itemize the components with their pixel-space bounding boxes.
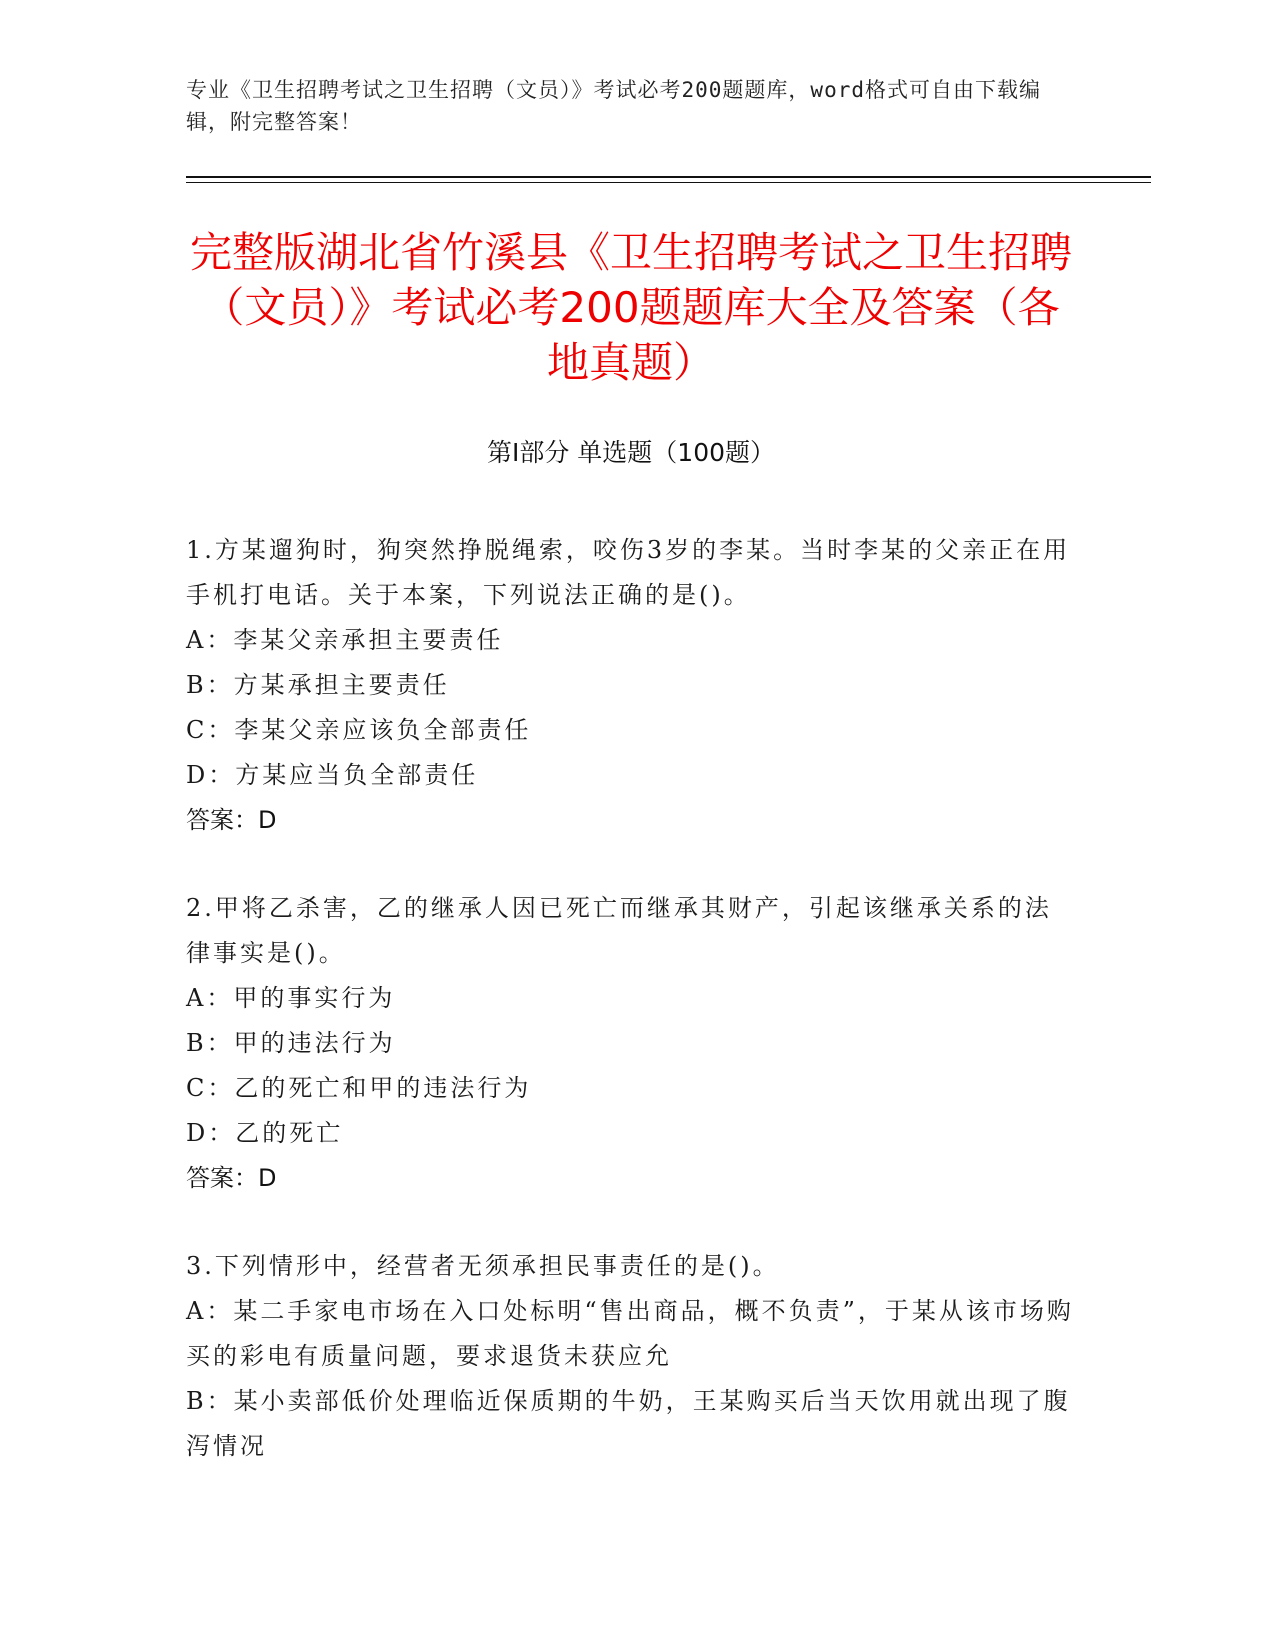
option-c: C：乙的死亡和甲的违法行为 [186, 1074, 532, 1102]
option-a: A：甲的事实行为 [186, 984, 396, 1012]
option-a: A：李某父亲承担主要责任 [186, 626, 504, 654]
header-note: 专业《卫生招聘考试之卫生招聘（文员）》考试必考200题题库，word格式可自由下载编辑，附完整答案！ [186, 78, 1041, 134]
question-stem: 2.甲将乙杀害，乙的继承人因已死亡而继承其财产，引起该继承关系的法律事实是()。 [186, 894, 1052, 967]
question-2 [186, 886, 1076, 1201]
question-stem: 1.方某遛狗时，狗突然挣脱绳索，咬伤3岁的李某。当时李某的父亲正在用手机打电话。关于本案，下列说法正确的是()。 [186, 536, 1071, 609]
option-c: C：李某父亲应该负全部责任 [186, 716, 532, 744]
question-list [186, 528, 1076, 1512]
section-title: 第I部分 单选题（100题） [486, 438, 776, 467]
option-b: B：某小卖部低价处理临近保质期的牛奶，王某购买后当天饮用就出现了腹泻情况 [186, 1387, 1071, 1460]
option-a: A：某二手家电市场在入口处标明“售出商品，概不负责”，于某从该市场购买的彩电有质量问题，要求退货未获应允 [186, 1297, 1074, 1370]
header-divider-thick [186, 176, 1151, 178]
option-b: B：方某承担主要责任 [186, 671, 450, 699]
question-stem: 3.下列情形中，经营者无须承担民事责任的是()。 [186, 1252, 780, 1280]
header-divider-thin [186, 182, 1151, 183]
question-1 [186, 528, 1076, 843]
document-title: 完整版湖北省竹溪县《卫生招聘考试之卫生招聘（文员）》考试必考200题题库大全及答案（各地真题） [189, 228, 1072, 387]
question-3 [186, 1244, 1076, 1469]
option-d: D：乙的死亡 [186, 1119, 344, 1147]
option-d: D：方某应当负全部责任 [186, 761, 479, 789]
answer: 答案：D [186, 1164, 277, 1192]
option-b: B：甲的违法行为 [186, 1029, 396, 1057]
answer: 答案：D [186, 806, 277, 834]
